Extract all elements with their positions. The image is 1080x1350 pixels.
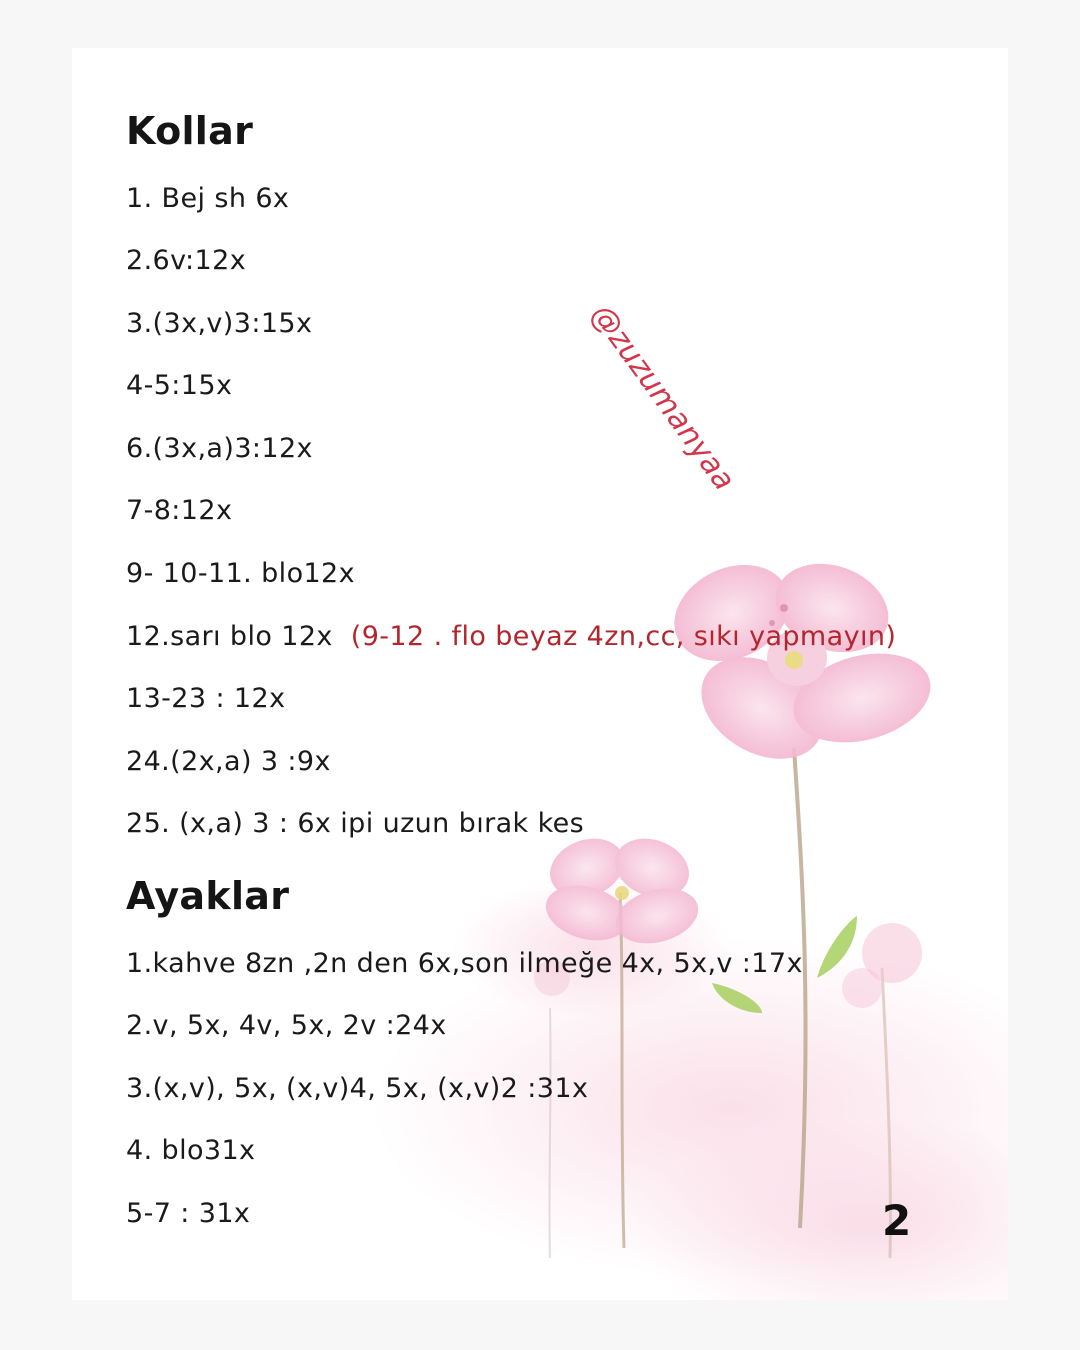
pattern-row: 3.(3x,v)3:15x — [126, 308, 313, 339]
pattern-row: 4. blo31x — [126, 1135, 256, 1166]
section-title-kollar: Kollar — [126, 109, 254, 153]
pattern-row: 1. Bej sh 6x — [126, 183, 290, 214]
watermark-handle: @zuzumanyaa — [583, 298, 742, 498]
pattern-row: 5-7 : 31x — [126, 1198, 251, 1229]
pattern-row — [126, 623, 896, 650]
pattern-row: 7-8:12x — [126, 495, 233, 526]
pattern-row: 2.v, 5x, 4v, 5x, 2v :24x — [126, 1010, 447, 1041]
pattern-row: 6.(3x,a)3:12x — [126, 433, 313, 464]
pattern-text — [72, 48, 1008, 1300]
pattern-row: 4-5:15x — [126, 370, 233, 401]
pattern-row: 3.(x,v), 5x, (x,v)4, 5x, (x,v)2 :31x — [126, 1073, 589, 1104]
pattern-row: 24.(2x,a) 3 :9x — [126, 746, 331, 777]
pattern-row: 25. (x,a) 3 : 6x ipi uzun bırak kes — [126, 808, 585, 839]
pattern-row: 9- 10-11. blo12x — [126, 558, 356, 589]
recipe-page — [72, 48, 1008, 1300]
pattern-row-text: 12.sarı blo 12x — [126, 621, 333, 652]
pattern-row: 2.6v:12x — [126, 245, 247, 276]
pattern-row: 1.kahve 8zn ,2n den 6x,son ilmeğe 4x, 5x,v :17x — [126, 948, 803, 979]
pattern-note: (9-12 . flo beyaz 4zn,cc, sıkı yapmayın) — [350, 621, 897, 652]
pattern-row: 13-23 : 12x — [126, 683, 286, 714]
page-number: 2 — [882, 1196, 912, 1245]
section-title-ayaklar: Ayaklar — [126, 874, 290, 918]
